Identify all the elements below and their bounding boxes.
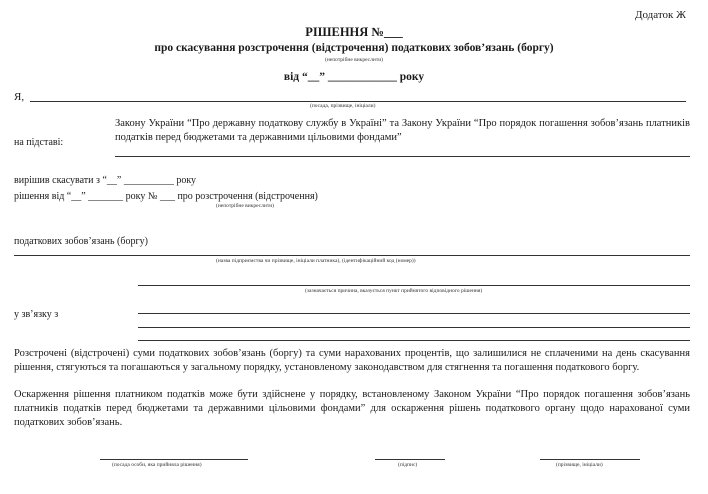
basis-label: на підставі: [14, 137, 64, 148]
signature-line [375, 459, 445, 460]
due-fill-line-3 [138, 340, 690, 341]
basis-text: Закону України “Про державну податкову службу в Україні” та Закону України “Про порядок погашення зобов’язань платників податків перед бюджетами та державними цільовими фондами” [115, 118, 690, 143]
tax-label: податкових зобов’язань (боргу) [14, 236, 148, 247]
signature-caption: (підпис) [398, 462, 418, 468]
paragraph-appeal: Оскарження рішення платником податків може бути здійснене у порядку, встановленому Законом України “Про порядок погашення зобов’язань платників податків перед бюджетами та державними цільовими фондами” для оскарження рішень податкового органу щодо нарахованої суми податкових зобов’язань. [14, 389, 690, 428]
date-blank: ____________ [327, 71, 397, 83]
due-fill-line-1 [138, 313, 690, 314]
ya-label: Я, [14, 91, 25, 103]
subtitle-note: (непотрібне викреслити) [325, 57, 383, 63]
ya-fill-line [30, 101, 686, 102]
tax-caption: (назва підприємства чи прізвище, ініціали платника), (ідентифікаційний код (номер)) [216, 258, 416, 264]
name-caption: (прізвище, ініціали) [556, 462, 603, 468]
reason-fill-line [138, 285, 690, 286]
reason-caption: (зазначається причина, вказується пункт прийнятого відповідного рішення) [305, 288, 483, 294]
cancel-line: вирішив скасувати з “__” __________ року [14, 175, 197, 186]
due-label: у зв’язку з [14, 309, 59, 320]
document-subtitle: про скасування розстрочення (відстрочення) податкових зобов’язань (боргу) [154, 42, 554, 54]
due-fill-line-2 [138, 327, 690, 328]
position-sign-line [100, 459, 248, 460]
date-suffix: року [399, 71, 425, 83]
paragraph-collection: Розстрочені (відстрочені) суми податкових зобов’язань (боргу) та суми нарахованих процентів, що залишилися не сплаченими на день скасування рішення, стягуються та погашаються у загальному порядку, установленому законодавством для стягнення та погашення податкового боргу. [14, 348, 690, 373]
decision-caption: (непотрібне викреслити) [216, 203, 274, 209]
position-caption: (посада особи, яка прийняла рішення) [112, 462, 202, 468]
document-title: РІШЕННЯ №___ [305, 25, 403, 39]
name-sign-line [540, 459, 640, 460]
date-prefix: від “__” [283, 71, 325, 83]
decision-line: рішення від “__” _______ року № ___ про розстрочення (відстрочення) [14, 191, 318, 202]
tax-fill-line [14, 255, 690, 256]
ya-caption: (посада, прізвище, ініціали) [310, 103, 376, 109]
appendix-label: Додаток Ж [635, 9, 686, 21]
basis-fill-line [115, 156, 690, 157]
date-line [0, 71, 708, 83]
